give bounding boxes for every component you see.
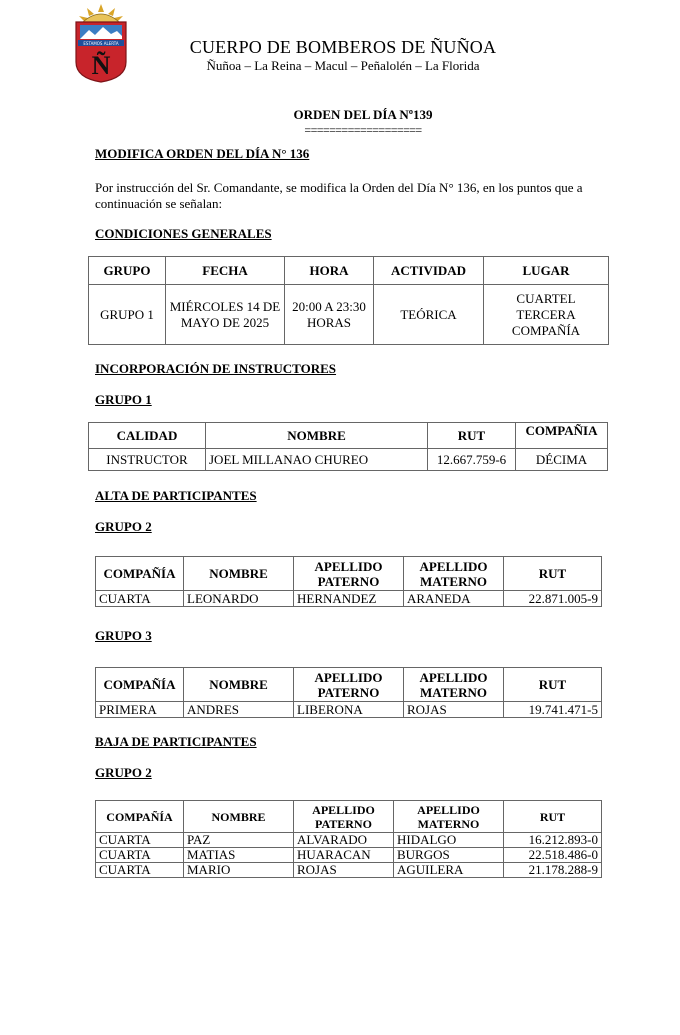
column-header: APELLIDO PATERNO xyxy=(294,557,404,591)
table-cell: 19.741.471-5 xyxy=(504,702,602,718)
column-header: RUT xyxy=(428,423,516,449)
order-title: ORDEN DEL DÍA Nº139 xyxy=(293,107,433,122)
instructors-heading: INCORPORACIÓN DE INSTRUCTORES xyxy=(95,361,337,376)
table-cell: 22.871.005-9 xyxy=(504,591,602,607)
table-cell: ANDRES xyxy=(184,702,294,718)
table-cell: 22.518.486-0 xyxy=(504,848,602,863)
additions-heading: ALTA DE PARTICIPANTES xyxy=(95,488,257,503)
column-header: ACTIVIDAD xyxy=(374,257,484,285)
additions-group2-heading: GRUPO 2 xyxy=(95,519,152,534)
table-row xyxy=(96,833,602,848)
table-cell: TEÓRICA xyxy=(374,285,484,345)
table-row xyxy=(89,285,609,345)
table-cell: MARIO xyxy=(184,863,294,878)
column-header: RUT xyxy=(504,801,602,833)
table-cell: 21.178.288-9 xyxy=(504,863,602,878)
table-cell: ARANEDA xyxy=(404,591,504,607)
table-cell: CUARTEL TERCERA COMPAÑÍA xyxy=(484,285,609,345)
table-cell: MIÉRCOLES 14 DE MAYO DE 2025 xyxy=(166,285,285,345)
column-header: GRUPO xyxy=(89,257,166,285)
table-cell: DÉCIMA xyxy=(516,449,608,471)
crest-sun xyxy=(83,14,119,22)
table-cell: LEONARDO xyxy=(184,591,294,607)
table-header-row xyxy=(89,423,608,449)
table-cell: HERNANDEZ xyxy=(294,591,404,607)
table-cell: 20:00 A 23:30 HORAS xyxy=(285,285,374,345)
table-cell: LIBERONA xyxy=(294,702,404,718)
column-header: APELLIDO PATERNO xyxy=(294,801,394,833)
table-cell: BURGOS xyxy=(394,848,504,863)
table-cell: MATIAS xyxy=(184,848,294,863)
table-cell: HUARACAN xyxy=(294,848,394,863)
column-header: LUGAR xyxy=(484,257,609,285)
table-cell: HIDALGO xyxy=(394,833,504,848)
column-header: APELLIDO MATERNO xyxy=(404,668,504,702)
additions-group3-heading: GRUPO 3 xyxy=(95,628,152,643)
removals-heading: BAJA DE PARTICIPANTES xyxy=(95,734,257,749)
table-row xyxy=(96,863,602,878)
table-cell: GRUPO 1 xyxy=(89,285,166,345)
table-cell: AGUILERA xyxy=(394,863,504,878)
column-header: HORA xyxy=(285,257,374,285)
table-header-row xyxy=(96,801,602,833)
organization-name: CUERPO DE BOMBEROS DE ÑUÑOA xyxy=(189,37,497,57)
table-header-row xyxy=(89,257,609,285)
column-header: COMPAÑÍA xyxy=(96,801,184,833)
subject-heading: MODIFICA ORDEN DEL DÍA N° 136 xyxy=(95,146,310,161)
column-header: COMPAÑÍA xyxy=(96,668,184,702)
table-cell: ROJAS xyxy=(294,863,394,878)
subject-paragraph: Por instrucción del Sr. Comandante, se modifica la Orden del Día N° 136, en los puntos que a continuación se señalan: xyxy=(95,180,583,211)
table-cell: PAZ xyxy=(184,833,294,848)
instructors-table xyxy=(88,422,608,471)
column-header: COMPAÑIA xyxy=(516,423,608,449)
crest-banner-text: ESTAMOS ALERTA xyxy=(83,40,119,46)
column-header: RUT xyxy=(504,668,602,702)
column-header: APELLIDO MATERNO xyxy=(404,557,504,591)
column-header: COMPAÑÍA xyxy=(96,557,184,591)
column-header: NOMBRE xyxy=(206,423,428,449)
instructors-group-heading: GRUPO 1 xyxy=(95,392,152,407)
table-cell: INSTRUCTOR xyxy=(89,449,206,471)
column-header: FECHA xyxy=(166,257,285,285)
additions-group2-table xyxy=(95,556,602,607)
column-header: RUT xyxy=(504,557,602,591)
general-conditions-heading: CONDICIONES GENERALES xyxy=(95,226,272,241)
table-header-row xyxy=(96,557,602,591)
table-row xyxy=(96,848,602,863)
table-row xyxy=(96,591,602,607)
column-header: APELLIDO PATERNO xyxy=(294,668,404,702)
additions-group3-table xyxy=(95,667,602,718)
order-title-rule: =================== xyxy=(304,123,422,137)
table-cell: CUARTA xyxy=(96,848,184,863)
communes-line: Ñuñoa – La Reina – Macul – Peñalolén – La Florida xyxy=(206,58,480,73)
table-cell: 12.667.759-6 xyxy=(428,449,516,471)
column-header: NOMBRE xyxy=(184,668,294,702)
table-cell: CUARTA xyxy=(96,833,184,848)
column-header: APELLIDO MATERNO xyxy=(394,801,504,833)
table-cell: ALVARADO xyxy=(294,833,394,848)
table-row xyxy=(96,702,602,718)
general-conditions-table xyxy=(88,256,609,345)
table-row xyxy=(89,449,608,471)
table-cell: JOEL MILLANAO CHUREO xyxy=(206,449,428,471)
table-header-row xyxy=(96,668,602,702)
column-header: CALIDAD xyxy=(89,423,206,449)
table-cell: CUARTA xyxy=(96,863,184,878)
table-cell: 16.212.893-0 xyxy=(504,833,602,848)
fire-department-crest-logo xyxy=(73,2,129,84)
table-cell: PRIMERA xyxy=(96,702,184,718)
removals-group2-heading: GRUPO 2 xyxy=(95,765,152,780)
removals-group2-table xyxy=(95,800,602,878)
column-header: NOMBRE xyxy=(184,801,294,833)
table-cell: CUARTA xyxy=(96,591,184,607)
column-header: NOMBRE xyxy=(184,557,294,591)
crest-letter: Ñ xyxy=(91,51,111,80)
table-cell: ROJAS xyxy=(404,702,504,718)
